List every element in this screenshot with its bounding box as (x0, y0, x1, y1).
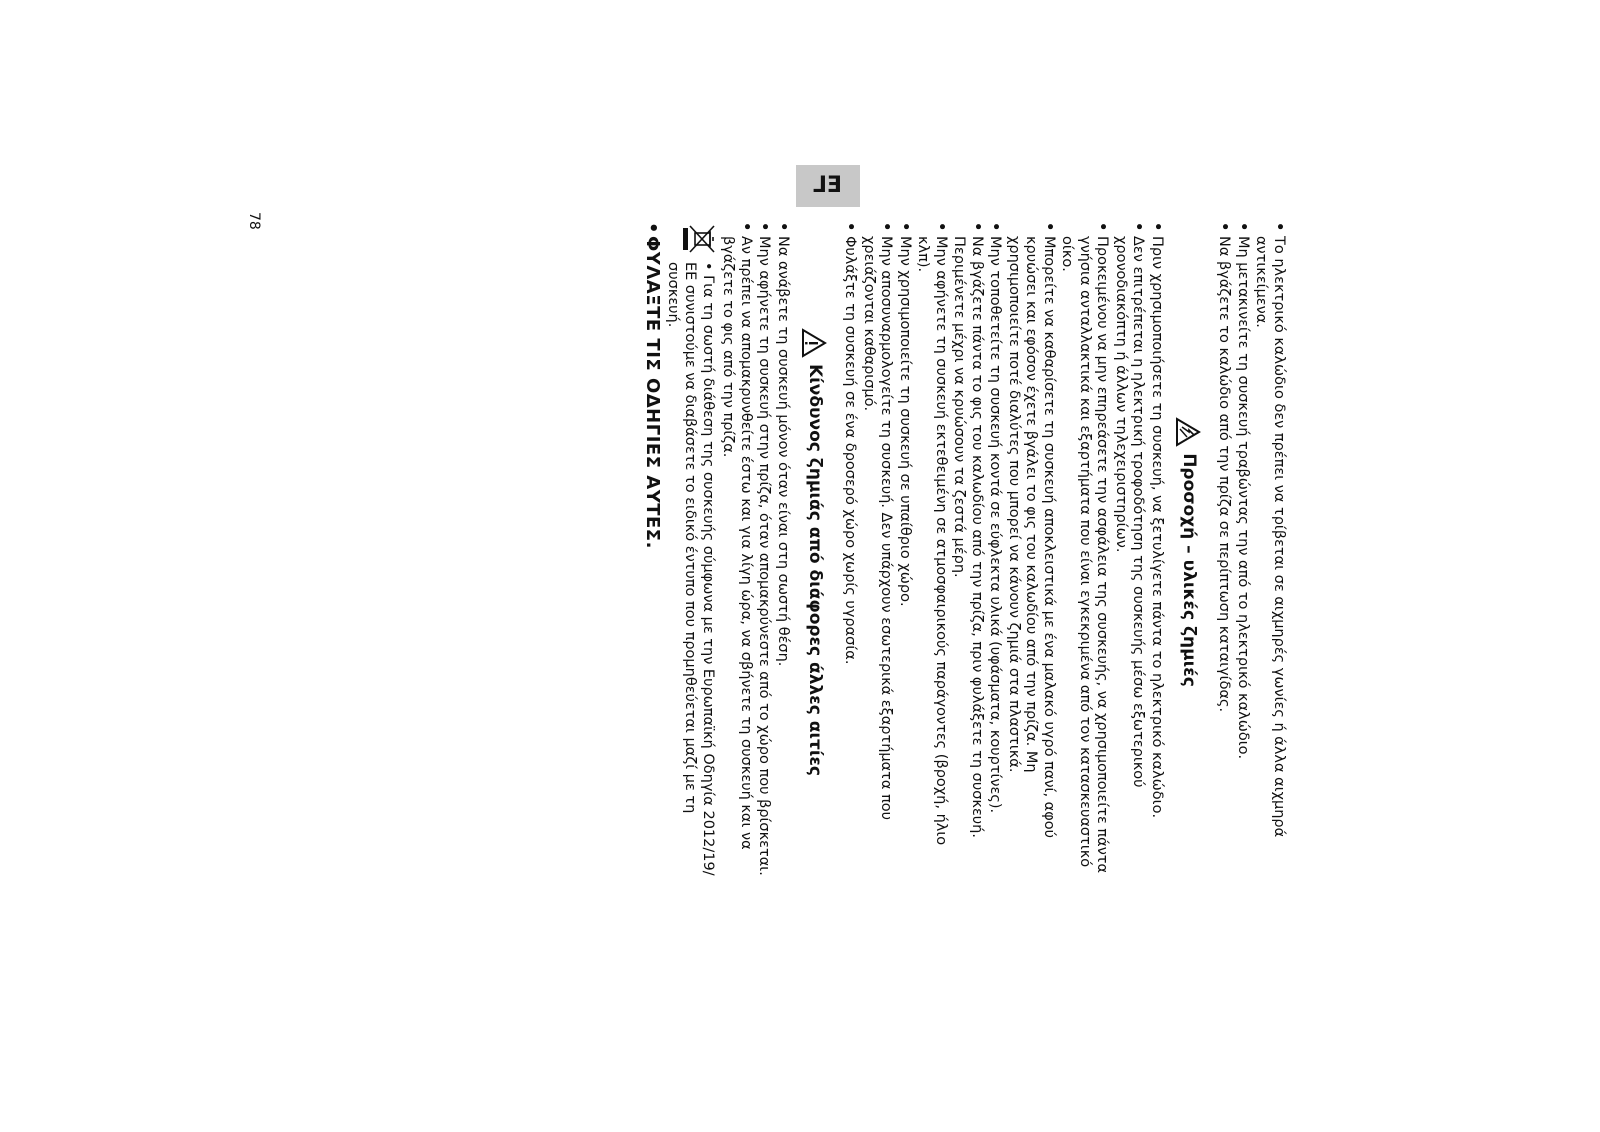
crossed-out-bin-icon (682, 222, 716, 258)
list-item-text: Μη μετακινείτε τη συσκευή τραβώντας την από το ηλεκτρικό καλώδιο. (1235, 236, 1251, 760)
warning-triangle-icon (1175, 417, 1201, 447)
language-badge (796, 165, 860, 207)
list-item-text: Να βγάζετε το καλώδιο από την πρίζα σε περίπτωση καταιγίδας. (1216, 236, 1233, 713)
language-badge-label: EL (813, 173, 843, 199)
section-heading-material (1175, 222, 1201, 882)
warning-exclamation-icon (801, 328, 827, 358)
list-item: • Να ανάβετε τη συσκευή μόνον όταν είναι στη σωστή θέση. (775, 222, 791, 667)
material-list (841, 222, 1165, 882)
list-item: • Μη μετακινείτε τη συσκευή τραβώντας την από το ηλεκτρικό καλώδιο. (1235, 222, 1251, 760)
weee-text: Για τη σωστή διάθεση της συσκευής σύμφωνα με την Ευρωπαϊκή Οδηγία 2012/19/ΕΕ συνιστούμε να διαβάσετε το ειδικό έντυπο που προμηθεύεται μαζί με τη συσκευή. (665, 262, 716, 876)
list-item-text: Μην αποσυναρμολογείτε τη συσκευή. Δεν υπάρχουν εσωτερικά εξαρτήματα που χρειάζονται καθαρισμό. (861, 236, 895, 821)
list-item: • Να βγάζετε το καλώδιο από την πρίζα σε περίπτωση καταιγίδας. (1216, 222, 1233, 713)
list-item: • Αν πρέπει να απομακρυνθείτε έστω και για λίγη ώρα, να σβήνετε τη συσκευή και να βγάζετε το φις από την πρίζα. (720, 222, 754, 850)
list-item-text: Μπορείτε να καθαρίσετε τη συσκευή αποκλειστικά με ένα μαλακό υγρό πανί, αφού κρυώσει και εφόσον έχετε βγάλει το φις του καλωδίου από την πρίζα. Μη χρησιμοποιείτε ποτέ διαλύτες που μπορεί να κάνουν ζημιά στα πλαστικά. (1006, 236, 1057, 839)
list-item-text: Να ανάβετε τη συσκευή μόνον όταν είναι στη σωστή θέση. (775, 236, 791, 667)
list-item: • Το ηλεκτρικό καλώδιο δεν πρέπει να τρίβεται σε αιχμηρές γωνίες ή άλλα αιχμηρά αντικείμενα. (1253, 222, 1287, 838)
final-list (644, 222, 662, 882)
list-item-text: Μην τοποθετείτε τη συσκευή κοντά σε εύφλεκτα υλικά (υφάσματα, κουρτίνες). (987, 236, 1004, 814)
list-item: • ΦΥΛΑΞΤΕ ΤΙΣ ΟΔΗΓΙΕΣ ΑΥΤΕΣ. (642, 222, 664, 549)
final-note: ΦΥΛΑΞΤΕ ΤΙΣ ΟΔΗΓΙΕΣ ΑΥΤΕΣ. (642, 236, 664, 549)
list-item-text: Μην χρησιμοποιείτε τη συσκευή σε υπαίθριο χώρο. (897, 236, 913, 607)
list-item: • Πριν χρησιμοποιήσετε τη συσκευή, να ξετυλίγετε πάντα το ηλεκτρικό καλώδιο. (1149, 222, 1165, 819)
list-item-text: Πριν χρησιμοποιήσετε τη συσκευή, να ξετυλίγετε πάντα το ηλεκτρικό καλώδιο. (1149, 236, 1165, 819)
list-item-text: Αν πρέπει να απομακρυνθείτε έστω και για λίγη ώρα, να σβήνετε τη συσκευή και να βγάζετε το φις από την πρίζα. (720, 236, 754, 850)
list-item: • Φυλάξτε τη συσκευή σε ένα δροσερό χώρο χωρίς υγρασία. (842, 222, 859, 665)
list-item-text: Το ηλεκτρικό καλώδιο δεν πρέπει να τρίβεται σε αιχμηρές γωνίες ή άλλα αιχμηρά αντικείμενα. (1253, 236, 1287, 838)
list-item-text: Προκειμένου να μην επηρεάσετε την ασφάλεια της συσκευής, να χρησιμοποιείτε πάντα γνήσια ανταλλακτικά και εξαρτήματα που είναι εγκεκριμένα από τον κατασκευαστικό οίκο. (1059, 236, 1111, 874)
list-item-text: Φυλάξτε τη συσκευή σε ένα δροσερό χώρο χωρίς υγρασία. (842, 236, 859, 665)
list-item: • Μην τοποθετείτε τη συσκευή κοντά σε εύφλεκτα υλικά (υφάσματα, κουρτίνες). (987, 222, 1004, 814)
list-item: • Να βγάζετε πάντα το φις του καλωδίου από την πρίζα, πριν φυλάξετε τη συσκευή. Περιμένετε μέχρι να κρυώσουν τα ζεστά μέρη. (951, 222, 985, 838)
list-item: • Δεν επιτρέπεται η ηλεκτρική τροφοδότηση της συσκευής μέσω εξωτερικού χρονοδιακόπτη ή άλλων τηλεχειριστηρίων. (1113, 222, 1147, 788)
list-item-text: Μην αφήνετε τη συσκευή εκτεθειμένη σε ατμοσφαιρικούς παράγοντες (βροχή, ήλιο κλπ). (915, 236, 949, 846)
section-heading-other (801, 222, 827, 882)
list-item: • Μην αφήνετε τη συσκευή εκτεθειμένη σε ατμοσφαιρικούς παράγοντες (βροχή, ήλιο κλπ). (915, 222, 949, 846)
list-item: • Προκειμένου να μην επηρεάσετε την ασφάλεια της συσκευής, να χρησιμοποιείτε πάντα γνήσια ανταλλακτικά και εξαρτήματα που είναι εγκεκριμένα από τον κατασκευαστικό οίκο. (1059, 222, 1111, 874)
manual-content (643, 222, 1287, 882)
list-item-text: Μην αφήνετε τη συσκευή στην πρίζα, όταν απομακρύνεστε από το χώρο που βρίσκεται. (756, 236, 773, 876)
weee-notice (664, 222, 717, 882)
list-item: • Μην αφήνετε τη συσκευή στην πρίζα, όταν απομακρύνεστε από το χώρο που βρίσκεται. (756, 222, 773, 876)
list-item-text: Δεν επιτρέπεται η ηλεκτρική τροφοδότηση της συσκευής μέσω εξωτερικού χρονοδιακόπτη ή άλλων τηλεχειριστηρίων. (1113, 236, 1147, 788)
list-item: • Μην χρησιμοποιείτε τη συσκευή σε υπαίθριο χώρο. (897, 222, 913, 607)
list-item: • Μπορείτε να καθαρίσετε τη συσκευή αποκλειστικά με ένα μαλακό υγρό πανί, αφού κρυώσει και εφόσον έχετε βγάλει το φις του καλωδίου από την πρίζα. Μη χρησιμοποιείτε ποτέ διαλύτες που μπορεί να κάνουν ζημιά στα πλαστικά. (1006, 222, 1057, 839)
list-item-text: Να βγάζετε πάντα το φις του καλωδίου από την πρίζα, πριν φυλάξετε τη συσκευή. Περιμένετε μέχρι να κρυώσουν τα ζεστά μέρη. (951, 236, 985, 838)
weee-text-block: • Για τη σωστή διάθεση της συσκευής σύμφωνα με την Ευρωπαϊκή Οδηγία 2012/19/ΕΕ συνιστούμε να διαβάσετε το ειδικό έντυπο που προμηθεύεται μαζί με τη συσκευή. (665, 262, 716, 876)
section-title: Κίνδυνος ζημιάς από διάφορες άλλες αιτίες (804, 363, 825, 777)
intro-list (1215, 222, 1287, 882)
other-list (719, 222, 791, 882)
page-number: 78 (246, 212, 262, 230)
list-item: • Μην αποσυναρμολογείτε τη συσκευή. Δεν υπάρχουν εσωτερικά εξαρτήματα που χρειάζονται καθαρισμό. (861, 222, 895, 821)
section-title: Προσοχή – υλικές ζημιές (1178, 453, 1199, 687)
